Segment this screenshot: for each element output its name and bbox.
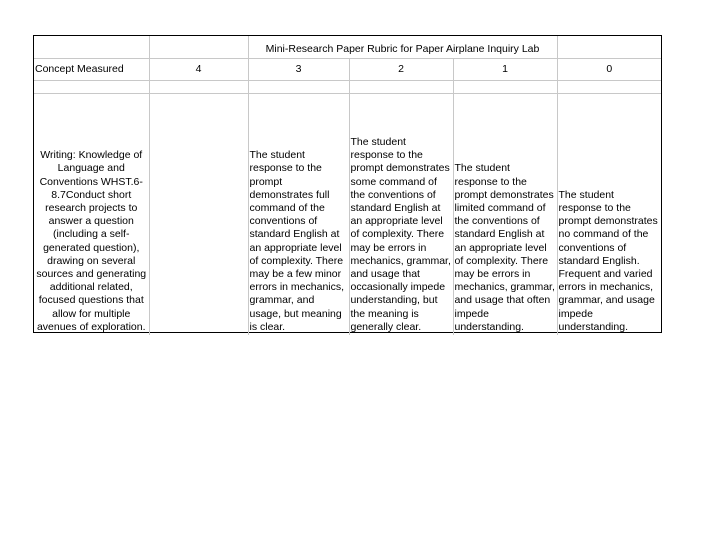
empty-cell[interactable] bbox=[34, 81, 149, 94]
empty-cell[interactable] bbox=[349, 81, 453, 94]
empty-cell[interactable] bbox=[453, 81, 557, 94]
title-row bbox=[34, 36, 661, 59]
score-1-cell[interactable]: The student response to the prompt demonstrates limited command of the conventions of standard English at an appropriate level of complexity. There may be errors in mechanics, grammar, and usage that often impede understanding. bbox=[453, 94, 557, 336]
title-blank-cell[interactable] bbox=[557, 36, 661, 59]
concept-cell[interactable]: Writing: Knowledge of Language and Conventions WHST.6-8.7Conduct short research projects to answer a question (including a self-generated question), drawing on several sources and generating additional related, focused questions that allow for multiple avenues of exploration. bbox=[34, 94, 149, 336]
score-0-header[interactable]: 0 bbox=[557, 59, 661, 81]
score-2-cell[interactable]: The student response to the prompt demonstrates some command of the conventions of standard English at an appropriate level of complexity. There may be errors in mechanics, grammar, and usage that occasionally impede understanding, but the meaning is generally clear. bbox=[349, 94, 453, 336]
empty-cell[interactable] bbox=[557, 81, 661, 94]
score-4-header[interactable]: 4 bbox=[149, 59, 248, 81]
title-blank-cell[interactable] bbox=[149, 36, 248, 59]
score-3-header[interactable]: 3 bbox=[248, 59, 349, 81]
title-blank-cell[interactable] bbox=[34, 36, 149, 59]
spacer-row bbox=[34, 81, 661, 94]
concept-measured-header[interactable]: Concept Measured bbox=[34, 59, 149, 81]
header-row bbox=[34, 59, 661, 81]
score-4-cell[interactable] bbox=[149, 94, 248, 336]
empty-cell[interactable] bbox=[248, 81, 349, 94]
empty-cell[interactable] bbox=[149, 81, 248, 94]
rubric-table bbox=[34, 36, 661, 335]
score-1-header[interactable]: 1 bbox=[453, 59, 557, 81]
rubric-sheet bbox=[33, 35, 662, 333]
criteria-row bbox=[34, 94, 661, 336]
score-2-header[interactable]: 2 bbox=[349, 59, 453, 81]
score-0-cell[interactable]: The student response to the prompt demonstrates no command of the conventions of standard English. Frequent and varied errors in mechanics, grammar, and usage impede understanding. bbox=[557, 94, 661, 336]
rubric-title[interactable]: Mini-Research Paper Rubric for Paper Airplane Inquiry Lab bbox=[248, 36, 557, 59]
score-3-cell[interactable]: The student response to the prompt demonstrates full command of the conventions of standard English at an appropriate level of complexity. There may be a few minor errors in mechanics, grammar, and usage, but meaning is clear. bbox=[248, 94, 349, 336]
